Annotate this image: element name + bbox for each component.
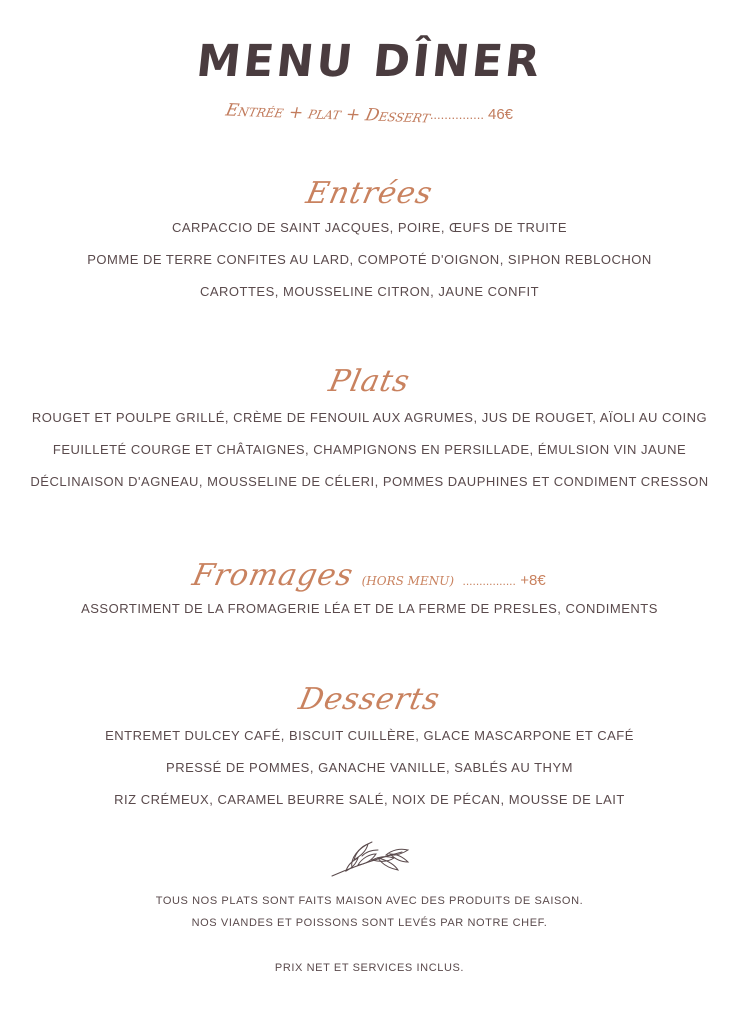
fromages-header bbox=[0, 558, 739, 593]
section-title-plats: Plats bbox=[325, 364, 414, 399]
formula-price: 46€ bbox=[488, 106, 514, 123]
footer-line-3: PRIX NET ET SERVICES INCLUS. bbox=[274, 962, 465, 974]
menu-item: POMME DE TERRE CONFITES AU LARD, COMPOTÉ D'OIGNON, SIPHON REBLOCHON bbox=[87, 252, 652, 267]
section-title-fromages: Fromages bbox=[189, 558, 357, 593]
menu-item: CARPACCIO DE SAINT JACQUES, POIRE, ŒUFS DE TRUITE bbox=[171, 220, 568, 235]
footer-line-1: TOUS NOS PLATS SONT FAITS MAISON AVEC DES PRODUITS DE SAISON. bbox=[155, 895, 584, 907]
section-title-entrees: Entrées bbox=[303, 176, 436, 211]
menu-item: PRESSÉ DE POMMES, GANACHE VANILLE, SABLÉS AU THYM bbox=[166, 760, 573, 775]
formula-label: Entrée + plat + Dessert bbox=[223, 100, 432, 128]
menu-item: ROUGET ET POULPE GRILLÉ, CRÈME DE FENOUIL AUX AGRUMES, JUS DE ROUGET, AÏOLI AU COING bbox=[31, 410, 708, 425]
section-title-desserts: Desserts bbox=[295, 682, 444, 717]
menu-item: DÉCLINAISON D'AGNEAU, MOUSSELINE DE CÉLERI, POMMES DAUPHINES ET CONDIMENT CRESSON bbox=[30, 474, 709, 489]
menu-item: ASSORTIMENT DE LA FROMAGERIE LÉA ET DE LA FERME DE PRESLES, CONDIMENTS bbox=[81, 601, 658, 616]
menu-item: FEUILLETÉ COURGE ET CHÂTAIGNES, CHAMPIGNONS EN PERSILLADE, ÉMULSION VIN JAUNE bbox=[52, 442, 687, 457]
hors-menu-note: (HORS MENU) bbox=[361, 574, 455, 588]
olive-branch-icon bbox=[328, 834, 412, 880]
menu-item: ENTREMET DULCEY CAFÉ, BISCUIT CUILLÈRE, GLACE MASCARPONE ET CAFÉ bbox=[105, 728, 634, 743]
fromages-price: +8€ bbox=[520, 572, 546, 589]
formula-dots: ............... bbox=[429, 107, 484, 122]
fromages-dots: ................ bbox=[462, 574, 516, 588]
menu-item: CAROTTES, MOUSSELINE CITRON, JAUNE CONFIT bbox=[199, 284, 540, 299]
menu-title: MENU DÎNER bbox=[194, 36, 545, 87]
formula-line bbox=[0, 100, 739, 128]
menu-item: RIZ CRÉMEUX, CARAMEL BEURRE SALÉ, NOIX DE PÉCAN, MOUSSE DE LAIT bbox=[114, 792, 625, 807]
footer-line-2: NOS VIANDES ET POISSONS SONT LEVÉS PAR NOTRE CHEF. bbox=[191, 917, 548, 929]
